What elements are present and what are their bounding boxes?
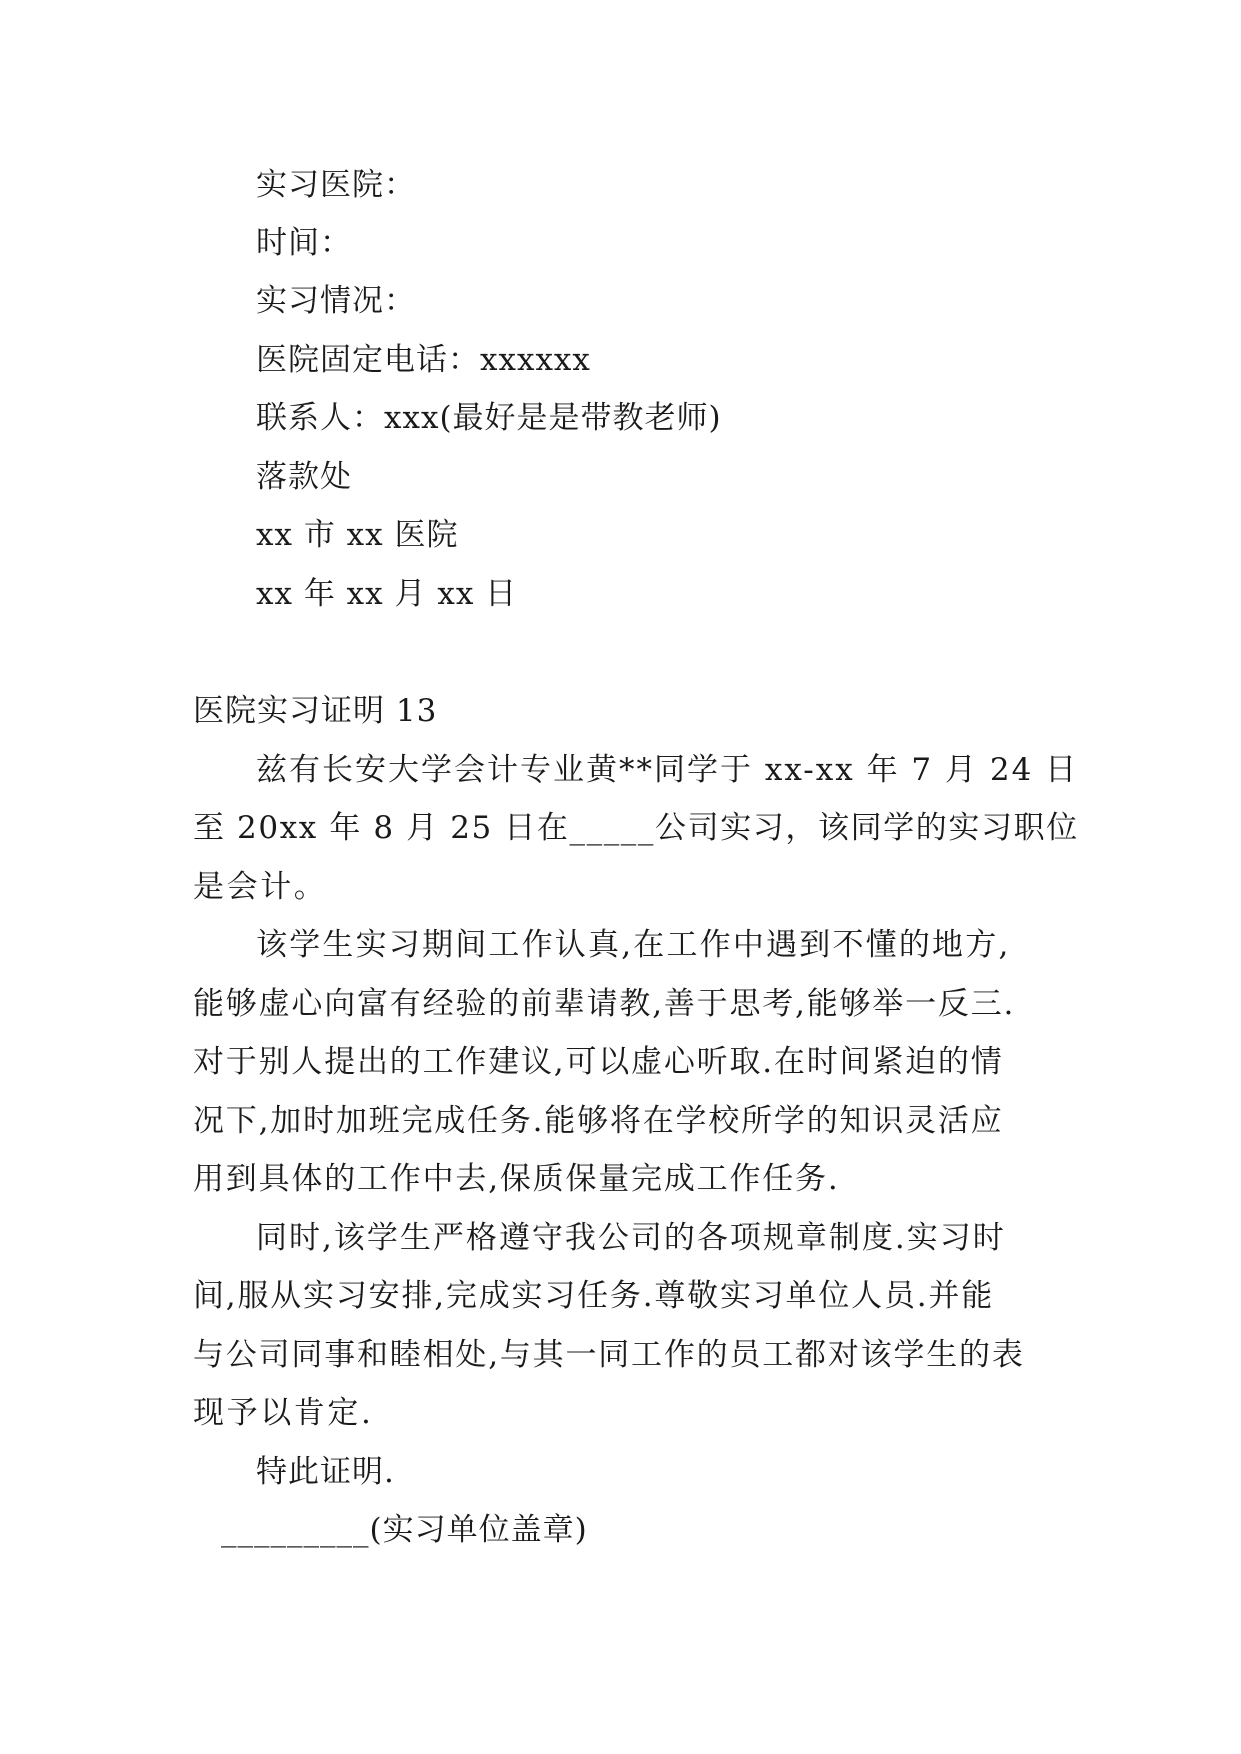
paragraph-line: 是会计。: [193, 869, 328, 905]
paragraph-line: 同时,该学生严格遵守我公司的各项规章制度.实习时: [256, 1220, 1006, 1256]
paragraph-line: 况下,加时加班完成任务.能够将在学校所学的知识灵活应: [193, 1103, 1004, 1139]
stamp-line: _________(实习单位盖章): [221, 1512, 588, 1548]
paragraph-line: 至 20xx 年 8 月 25 日在_____公司实习，该同学的实习职位: [193, 810, 1079, 846]
paragraph-line: 能够虚心向富有经验的前辈请教,善于思考,能够举一反三.: [193, 986, 1016, 1022]
phone-line: 医院固定电话：xxxxxx: [256, 342, 591, 378]
hospital-label: 实习医院：: [256, 167, 416, 203]
closing-line: 特此证明.: [256, 1454, 395, 1490]
signoff-label: 落款处: [256, 459, 352, 495]
paragraph-line: 对于别人提出的工作建议,可以虚心听取.在时间紧迫的情: [193, 1044, 1004, 1080]
paragraph-line: 间,服从实习安排,完成实习任务.尊敬实习单位人员.并能: [193, 1278, 995, 1314]
paragraph-line: 该学生实习期间工作认真,在工作中遇到不懂的地方,: [256, 927, 1011, 963]
paragraph-line: 现予以肯定.: [193, 1395, 374, 1431]
paragraph-line: 与公司同事和睦相处,与其一同工作的员工都对该学生的表: [193, 1337, 1025, 1373]
time-label: 时间：: [256, 225, 352, 261]
situation-label: 实习情况：: [256, 283, 416, 319]
paragraph-line: 用到具体的工作中去,保质保量完成工作任务.: [193, 1161, 840, 1197]
signoff-date: xx 年 xx 月 xx 日: [256, 576, 518, 612]
certificate-title: 医院实习证明 13: [193, 693, 438, 729]
hospital-name: xx 市 xx 医院: [256, 517, 459, 553]
paragraph-line: 兹有长安大学会计专业黄**同学于 xx-xx 年 7 月 24 日: [256, 752, 1079, 788]
contact-line: 联系人：xxx(最好是是带教老师): [256, 400, 722, 436]
